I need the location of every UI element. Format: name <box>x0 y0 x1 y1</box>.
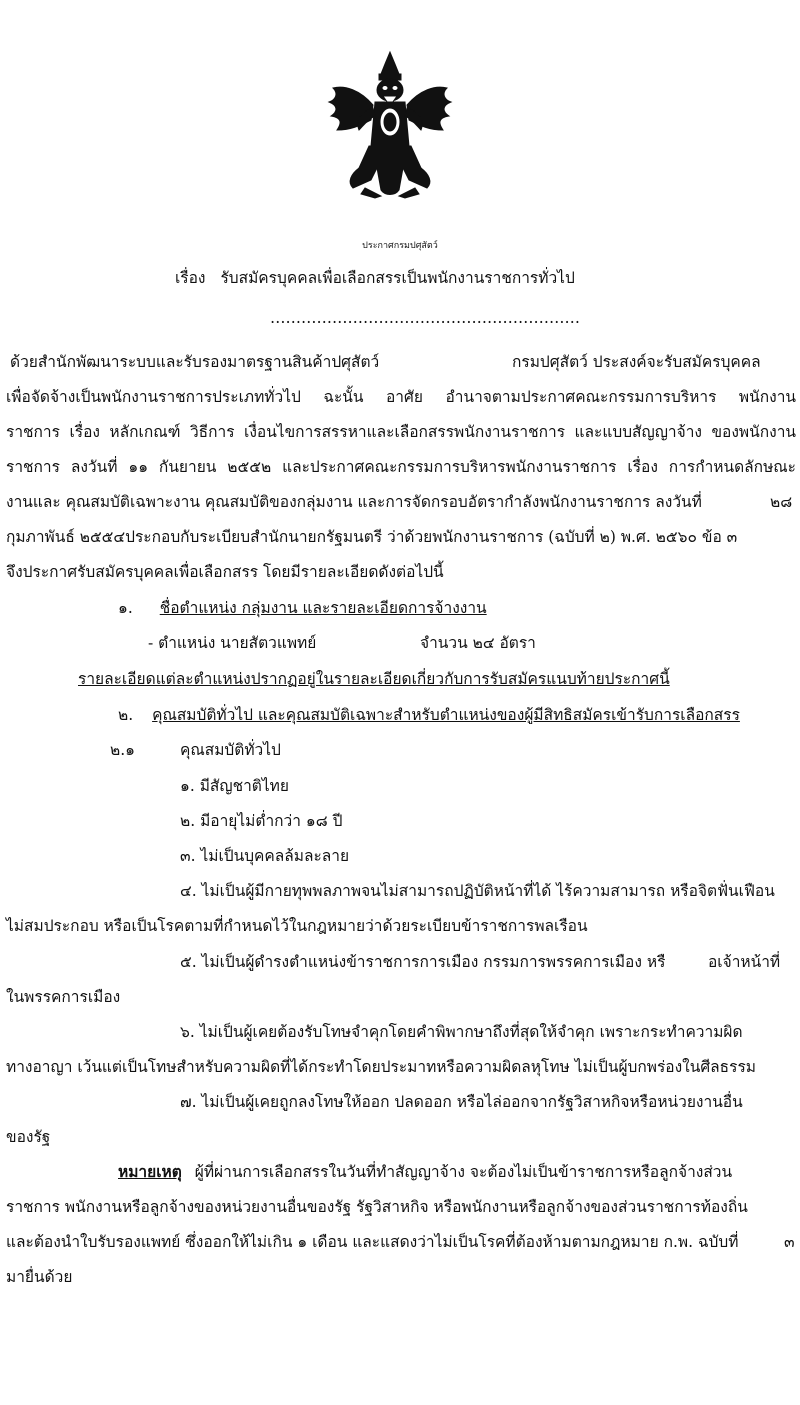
intro-line-1a: ด้วยสำนักพัฒนาระบบและรับรองมาตรฐานสินค้าปศุสัตว์ <box>10 353 380 371</box>
qualification-5a-end: อเจ้าหน้าที่ <box>708 953 781 971</box>
section-2-heading <box>118 705 740 725</box>
remark-line-2: ราชการ พนักงานหรือลูกจ้างของหน่วยงานอื่นของรัฐ รัฐวิสาหกิจ หรือพนักงานหรือลูกจ้างของส่วนราชการท้องถิ่น <box>6 1198 748 1216</box>
qualification-1: ๑. มีสัญชาติไทย <box>180 777 289 795</box>
intro-line-5b: ๒๘ <box>770 493 793 511</box>
qualification-7b: ของรัฐ <box>6 1128 51 1146</box>
intro-line-1b: กรมปศุสัตว์ ประสงค์จะรับสมัครบุคคล <box>512 353 761 371</box>
position-name: - ตำแหน่ง นายสัตวแพทย์ <box>148 634 317 652</box>
intro-line-2: เพื่อจัดจ้างเป็นพนักงานราชการประเภททั่วไป ฉะนั้น อาศัย อำนาจตามประกาศคณะกรรมการบริหาร พนักงาน <box>6 388 796 406</box>
remark-line-4: มายื่นด้วย <box>6 1268 73 1286</box>
intro-line-7: จึงประกาศรับสมัครบุคคลเพื่อเลือกสรร โดยมีรายละเอียดดังต่อไปนี้ <box>6 563 444 581</box>
garuda-emblem-icon <box>325 50 455 200</box>
subject-text: รับสมัครบุคคลเพื่อเลือกสรรเป็นพนักงานราชการทั่วไป <box>220 269 575 287</box>
qualification-5a: ๕. ไม่เป็นผู้ดำรงตำแหน่งข้าราชการการเมือง กรรมการพรรคการเมือง หรื <box>180 953 666 971</box>
qualification-4b: ไม่สมประกอบ หรือเป็นโรคตามที่กำหนดไว้ในกฎหมายว่าด้วยระเบียบข้าราชการพลเรือน <box>6 917 588 935</box>
qualification-6b: ทางอาญา เว้นแต่เป็นโทษสำหรับความผิดที่ได้กระทำโดยประมาทหรือความผิดลหุโทษ ไม่เป็นผู้บกพร่องในศีลธรรม <box>6 1058 757 1076</box>
intro-line-3: ราชการ เรื่อง หลักเกณฑ์ วิธีการ เงื่อนไขการสรรหาและเลือกสรรพนักงานราชการ และแบบสัญญาจ้าง ของพนักงาน <box>6 423 796 441</box>
intro-line-5a: งานและ คุณสมบัติเฉพาะงาน คุณสมบัติของกลุ่มงาน และการจัดกรอบอัตรากำลังพนักงานราชการ ลงวันที่ <box>6 493 702 511</box>
qualification-5b: ในพรรคการเมือง <box>6 988 121 1006</box>
section-2-number: ๒. <box>118 706 134 724</box>
remark-label: หมายเหตุ <box>118 1162 182 1181</box>
subsection-2-1-title: คุณสมบัติทั่วไป <box>180 741 281 759</box>
section-2-title: คุณสมบัติทั่วไป และคุณสมบัติเฉพาะสำหรับตำแหน่งของผู้มีสิทธิสมัครเข้ารับการเลือกสรร <box>152 706 740 724</box>
qualification-7a: ๗. ไม่เป็นผู้เคยถูกลงโทษให้ออก ปลดออก หรือไล่ออกจากรัฐวิสาหกิจหรือหน่วยงานอื่น <box>180 1093 743 1111</box>
intro-line-4: ราชการ ลงวันที่ ๑๑ กันยายน ๒๕๕๒ และประกาศคณะกรรมการบริหารพนักงานราชการ เรื่อง การกำหนดลักษณะ <box>6 458 796 476</box>
remark-text-1: ผู้ที่ผ่านการเลือกสรรในวันที่ทำสัญญาจ้าง จะต้องไม่เป็นข้าราชการหรือลูกจ้างส่วน <box>194 1163 733 1181</box>
announcement-title: ประกาศกรมปศุสัตว์ <box>362 241 438 251</box>
remark-line-3a: และต้องนำใบรับรองแพทย์ ซึ่งออกให้ไม่เกิน ๑ เดือน และแสดงว่าไม่เป็นโรคที่ต้องห้ามตามกฎหมาย ก.พ. ฉบับที่ <box>6 1233 739 1251</box>
subject-label: เรื่อง <box>175 269 206 287</box>
qualification-2: ๒. มีอายุไม่ต่ำกว่า ๑๘ ปี <box>180 812 343 830</box>
section-1-title: ชื่อตำแหน่ง กลุ่มงาน และรายละเอียดการจ้างงาน <box>159 599 487 617</box>
section-1-number: ๑. <box>118 599 133 617</box>
position-count: จำนวน ๒๔ อัตรา <box>420 634 536 652</box>
section-1-note: รายละเอียดแต่ละตำแหน่งปรากฏอยู่ในรายละเอียดเกี่ยวกับการรับสมัครแนบท้ายประกาศนี้ <box>78 670 670 688</box>
title-divider: …………………………………………………… <box>270 309 580 327</box>
subsection-2-1-number: ๒.๑ <box>110 741 135 759</box>
section-1-heading <box>118 598 487 618</box>
qualification-4a: ๔. ไม่เป็นผู้มีกายทุพพลภาพจนไม่สามารถปฏิบัติหน้าที่ได้ ไร้ความสามารถ หรือจิตฟั่นเฟือน <box>180 882 775 900</box>
subject-line <box>175 268 575 288</box>
intro-line-6: กุมภาพันธ์ ๒๕๕๔ประกอบกับระเบียบสำนักนายกรัฐมนตรี ว่าด้วยพนักงานราชการ (ฉบับที่ ๒) พ.ศ. ๒๕๖๐ ข้อ ๓ <box>6 528 738 546</box>
remark-line-1 <box>118 1162 732 1182</box>
qualification-3: ๓. ไม่เป็นบุคคลล้มละลาย <box>180 847 350 865</box>
qualification-6a: ๖. ไม่เป็นผู้เคยต้องรับโทษจำคุกโดยคำพิพากษาถึงที่สุดให้จำคุก เพราะกระทำความผิด <box>180 1023 743 1041</box>
remark-line-3b: ๓ <box>784 1233 795 1251</box>
